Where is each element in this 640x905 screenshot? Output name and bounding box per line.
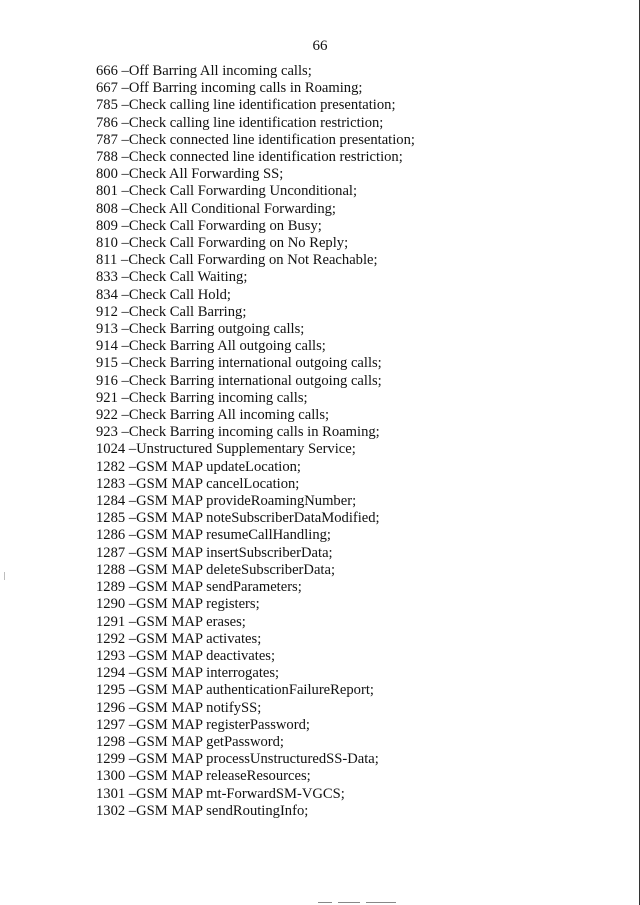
entry-text: GSM MAP cancelLocation; xyxy=(136,475,300,492)
entry-text: GSM MAP processUnstructuredSS-Data; xyxy=(136,751,379,768)
entry-code: 808 – xyxy=(96,201,129,217)
entry-text: GSM MAP updateLocation; xyxy=(136,458,301,475)
entry-text: Check calling line identification restriction; xyxy=(128,114,384,131)
entry-code: 1024 – xyxy=(96,441,136,457)
entry-text: Check Call Forwarding on Not Reachable; xyxy=(128,252,378,269)
entry-code: 922 – xyxy=(96,407,129,423)
entry-text: Check Call Waiting; xyxy=(128,269,248,286)
entry-text: GSM MAP erases; xyxy=(136,613,246,630)
list-item xyxy=(96,304,415,321)
list-item xyxy=(96,648,415,665)
entry-text: GSM MAP activates; xyxy=(136,630,262,647)
entry-code: 914 – xyxy=(96,338,129,354)
entry-code: 810 – xyxy=(96,235,129,251)
entry-text: Check Barring international outgoing calls; xyxy=(128,355,382,372)
list-item xyxy=(96,768,415,785)
entry-code: 1298 – xyxy=(96,734,136,750)
list-item xyxy=(96,287,415,304)
entry-text: Off Barring All incoming calls; xyxy=(128,63,312,79)
list-item xyxy=(96,183,415,200)
entry-code: 833 – xyxy=(96,269,129,285)
entry-code: 809 – xyxy=(96,218,129,234)
list-item xyxy=(96,166,415,183)
entry-text: GSM MAP sendRoutingInfo; xyxy=(136,802,309,819)
entry-code: 785 – xyxy=(96,97,129,113)
entry-text: Check Call Forwarding on Busy; xyxy=(128,217,322,234)
entry-text: GSM MAP deactivates; xyxy=(136,647,276,664)
entry-text: Check Barring All outgoing calls; xyxy=(128,338,326,355)
entry-code: 667 – xyxy=(96,80,129,96)
entry-text: Check Call Forwarding on No Reply; xyxy=(128,235,349,252)
entry-code: 913 – xyxy=(96,321,129,337)
list-item xyxy=(96,734,415,751)
list-item xyxy=(96,269,415,286)
entry-code: 1301 – xyxy=(96,786,136,802)
list-item xyxy=(96,338,415,355)
entry-code: 666 – xyxy=(96,63,129,79)
list-item xyxy=(96,700,415,717)
entry-code: 1284 – xyxy=(96,493,136,509)
list-item xyxy=(96,252,415,269)
entry-text: GSM MAP interrogates; xyxy=(136,665,280,682)
list-item xyxy=(96,665,415,682)
list-item xyxy=(96,201,415,218)
entry-code: 800 – xyxy=(96,166,129,182)
entry-code: 811 – xyxy=(96,252,128,268)
entry-code: 788 – xyxy=(96,149,129,165)
list-item xyxy=(96,562,415,579)
list-item xyxy=(96,80,415,97)
list-item xyxy=(96,407,415,424)
list-item xyxy=(96,510,415,527)
entry-text: Check calling line identification presentation; xyxy=(128,97,396,114)
entry-text: GSM MAP deleteSubscriberData; xyxy=(136,561,336,578)
entry-code: 1293 – xyxy=(96,648,136,664)
entry-text: GSM MAP resumeCallHandling; xyxy=(136,527,331,544)
entry-code: 916 – xyxy=(96,373,129,389)
list-item xyxy=(96,579,415,596)
list-item xyxy=(96,803,415,820)
entry-text: Check connected line identification presentation; xyxy=(128,131,415,148)
entry-code: 1299 – xyxy=(96,751,136,767)
entry-code: 1295 – xyxy=(96,682,136,698)
list-item xyxy=(96,527,415,544)
entry-text: Check Barring incoming calls; xyxy=(128,389,308,406)
entry-code: 1283 – xyxy=(96,476,136,492)
entry-code: 1300 – xyxy=(96,768,136,784)
list-item xyxy=(96,459,415,476)
list-item xyxy=(96,218,415,235)
entry-code: 1285 – xyxy=(96,510,136,526)
entry-code: 1288 – xyxy=(96,562,136,578)
scan-mark xyxy=(338,902,360,903)
entry-text: Check Call Barring; xyxy=(128,303,247,320)
entry-code: 912 – xyxy=(96,304,129,320)
scan-mark xyxy=(318,902,332,903)
list-item xyxy=(96,614,415,631)
entry-text: Unstructured Supplementary Service; xyxy=(136,441,356,458)
page-number: 66 xyxy=(312,38,328,54)
entry-code: 1291 – xyxy=(96,614,136,630)
entry-code: 834 – xyxy=(96,287,129,303)
entry-text: GSM MAP noteSubscriberDataModified; xyxy=(136,510,380,527)
entry-text: Check Barring incoming calls in Roaming; xyxy=(128,424,380,441)
list-item xyxy=(96,132,415,149)
list-item xyxy=(96,115,415,132)
entry-code: 787 – xyxy=(96,132,129,148)
entry-text: Check All Forwarding SS; xyxy=(128,166,284,183)
list-item xyxy=(96,63,415,80)
entry-code: 1292 – xyxy=(96,631,136,647)
entry-text: GSM MAP notifySS; xyxy=(136,699,262,716)
list-item xyxy=(96,476,415,493)
entry-text: Check Barring outgoing calls; xyxy=(128,321,305,338)
list-item xyxy=(96,545,415,562)
list-item xyxy=(96,97,415,114)
list-item xyxy=(96,373,415,390)
list-item xyxy=(96,235,415,252)
entry-text: GSM MAP registerPassword; xyxy=(136,716,310,733)
entry-text: GSM MAP provideRoamingNumber; xyxy=(136,493,357,510)
entry-text: GSM MAP insertSubscriberData; xyxy=(136,544,333,561)
entry-code: 1286 – xyxy=(96,527,136,543)
list-item xyxy=(96,596,415,613)
entry-code: 1302 – xyxy=(96,803,136,819)
list-item xyxy=(96,751,415,768)
entry-code: 921 – xyxy=(96,390,129,406)
entry-text: Off Barring incoming calls in Roaming; xyxy=(128,80,363,97)
entry-code: 1294 – xyxy=(96,665,136,681)
entry-text: GSM MAP registers; xyxy=(136,596,260,613)
list-item xyxy=(96,355,415,372)
entry-code: 1282 – xyxy=(96,459,136,475)
list-item xyxy=(96,493,415,510)
entry-text: GSM MAP getPassword; xyxy=(136,733,284,750)
list-item xyxy=(96,424,415,441)
list-item xyxy=(96,321,415,338)
entry-text: Check connected line identification restriction; xyxy=(128,149,403,166)
entry-text: Check Barring international outgoing calls; xyxy=(128,372,382,389)
list-item xyxy=(96,390,415,407)
list-item xyxy=(96,149,415,166)
entry-code: 1297 – xyxy=(96,717,136,733)
list-item xyxy=(96,786,415,803)
entry-text: GSM MAP releaseResources; xyxy=(136,768,311,785)
entry-code: 1296 – xyxy=(96,700,136,716)
entry-text: GSM MAP sendParameters; xyxy=(136,579,302,596)
scan-mark xyxy=(366,902,396,903)
scan-mark xyxy=(4,572,5,580)
list-item xyxy=(96,682,415,699)
entry-text: GSM MAP mt-ForwardSM-VGCS; xyxy=(136,785,345,802)
entry-text: Check Call Hold; xyxy=(128,286,231,303)
entry-list xyxy=(96,63,415,820)
entry-code: 786 – xyxy=(96,115,129,131)
entry-text: GSM MAP authenticationFailureReport; xyxy=(136,682,374,699)
entry-code: 1289 – xyxy=(96,579,136,595)
list-item xyxy=(96,631,415,648)
entry-text: Check Call Forwarding Unconditional; xyxy=(128,183,358,200)
entry-code: 801 – xyxy=(96,183,129,199)
entry-code: 915 – xyxy=(96,355,129,371)
entry-text: Check Barring All incoming calls; xyxy=(128,407,330,424)
list-item xyxy=(96,441,415,458)
entry-text: Check All Conditional Forwarding; xyxy=(128,200,336,217)
entry-code: 1287 – xyxy=(96,545,136,561)
list-item xyxy=(96,717,415,734)
entry-code: 923 – xyxy=(96,424,129,440)
entry-code: 1290 – xyxy=(96,596,136,612)
